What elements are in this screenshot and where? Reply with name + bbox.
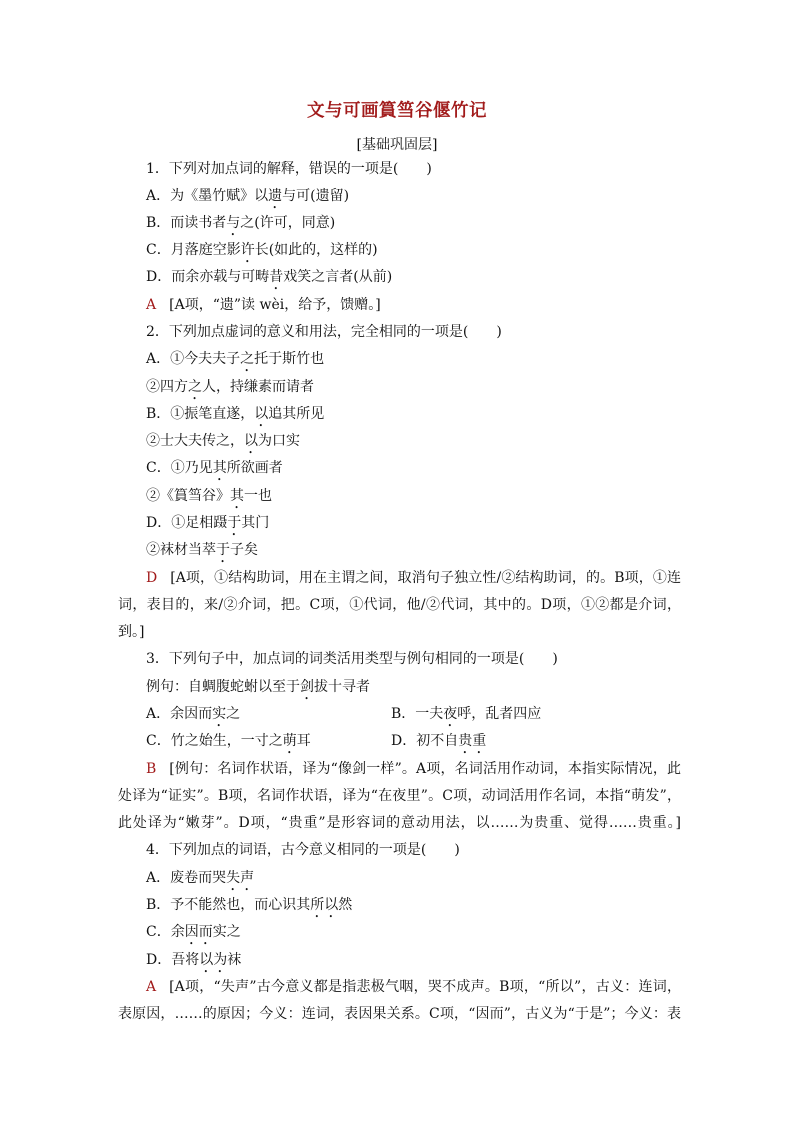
q3-option-a: A．余因而实之 — [146, 706, 241, 722]
q1-option-d: D．而余亦载与可畴昔戏笑之言者(从前) — [146, 269, 393, 285]
q1-option-a: A．为《墨竹赋》以遗与可(遗留) — [146, 188, 350, 204]
q3-option-d: D．初不自贵重 — [391, 733, 487, 749]
q3-answer-line-3: 此处译为“嫩芽”。D项，“贵重”是形容词的意动用法，以……为贵重、觉得……贵重。] — [118, 815, 681, 831]
q4-option-b: B．予不能然也，而心识其所以然 — [146, 897, 353, 913]
q2-answer-line-2: 词，表目的，来/②介词，把。C项，①代词，他/②代词，其中的。D项，①②都是介词， — [118, 597, 681, 613]
q3-example: 例句：自蜩腹蛇蚹以至于剑拔十寻者 — [146, 679, 370, 695]
q3-answer-letter: B — [146, 761, 157, 777]
q4-option-c: C．余因而实之 — [146, 924, 241, 940]
q3-answer-line-2: 处译为“证实”。B项，名词作状语，译为“在夜里”。C项，动词活用作名词，本指“萌发”， — [118, 788, 681, 804]
q2-option-c1: C．①乃见其所欲画者 — [146, 460, 283, 476]
q1-option-c: C．月落庭空影许长(如此的，这样的) — [146, 242, 378, 258]
q2-option-b2: ②士大夫传之，以为口实 — [146, 433, 300, 449]
q2-answer-line-3: 到。] — [118, 624, 145, 640]
q4-answer-line-2: 表原因，……的原因；今义：连词，表因果关系。C项，“因而”，古义为“于是”；今义：表 — [118, 1006, 681, 1022]
q2-option-a2: ②四方之人，持缣素而请者 — [146, 379, 314, 395]
q1-answer-letter: A — [146, 297, 157, 313]
document-title: 文与可画篔筜谷偃竹记 — [307, 101, 487, 121]
section-heading: [基础巩固层] — [356, 137, 438, 153]
q4-option-a: A．废卷而哭失声 — [146, 870, 255, 886]
q4-option-d: D．吾将以为袜 — [146, 952, 242, 968]
q4-stem: 4．下列加点的词语，古今意义相同的一项是( ) — [146, 842, 460, 858]
q3-option-c: C．竹之始生，一寸之萌耳 — [146, 733, 311, 749]
q2-option-d1: D．①足相蹑于其门 — [146, 515, 270, 531]
q2-option-c2: ②《篔筜谷》其一也 — [146, 488, 272, 504]
q3-answer-line-1: B [例句：名词作状语，译为“像剑一样”。A项，名词活用作动词，本指实际情况，此 — [146, 761, 681, 777]
q2-answer-letter: D — [146, 570, 158, 586]
q2-option-d2: ②袜材当萃于子矣 — [146, 542, 258, 558]
q2-stem: 2．下列加点虚词的意义和用法，完全相同的一项是( ) — [146, 324, 502, 340]
q2-answer-line-1: D [A项，①结构助词，用在主谓之间，取消句子独立性/②结构助词，的。B项，①连 — [146, 570, 681, 586]
q4-answer-line-1: A [A项，“失声”古今意义都是指悲极气咽，哭不成声。B项，“所以”，古义：连词， — [146, 979, 681, 995]
q1-answer: A [A项，“遗”读 wèi，给予，馈赠。] — [146, 297, 381, 313]
q3-stem: 3．下列句子中，加点词的词类活用类型与例句相同的一项是( ) — [146, 651, 558, 667]
q2-option-a1: A．①今夫夫子之托于斯竹也 — [146, 351, 325, 367]
q1-option-b: B．而读书者与之(许可，同意) — [146, 215, 336, 231]
q4-answer-letter: A — [146, 979, 157, 995]
q2-option-b1: B．①振笔直遂，以追其所见 — [146, 406, 325, 422]
q3-option-b: B．一夫夜呼，乱者四应 — [391, 706, 542, 722]
q1-stem: 1．下列对加点词的解释，错误的一项是( ) — [146, 161, 432, 177]
